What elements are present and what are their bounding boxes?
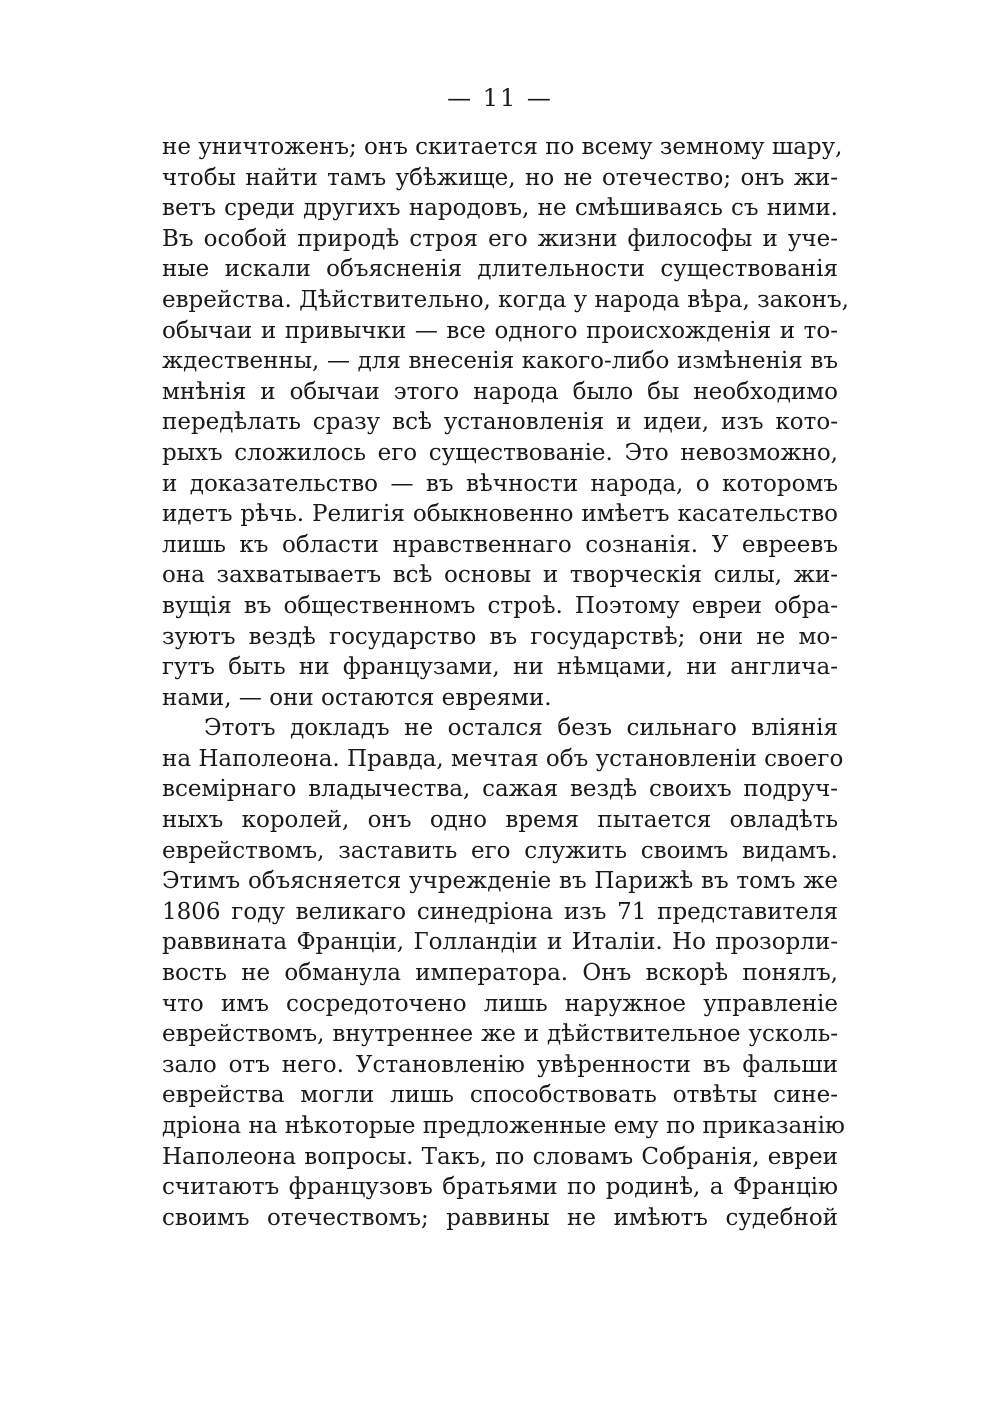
- text-line: Этимъ объясняется учрежденіе въ Парижѣ въ томъ же: [162, 868, 838, 895]
- text-line: гутъ быть ни французами, ни нѣмцами, ни англича-: [162, 654, 838, 681]
- text-line: дріона на нѣкоторые предложенные ему по приказанію: [162, 1113, 845, 1139]
- text-line: всемірнаго владычества, сажая вездѣ своихъ подруч-: [162, 776, 838, 803]
- text-line: зуютъ вездѣ государство въ государствѣ; они не мо-: [162, 623, 838, 650]
- text-line: Наполеона вопросы. Такъ, по словамъ Собранія, евреи: [162, 1143, 838, 1170]
- text-line: мнѣнія и обычаи этого народа было бы необходимо: [162, 378, 838, 405]
- text-line: что имъ сосредоточено лишь наружное управленіе: [162, 990, 838, 1017]
- text-line: ждественны, — для внесенія какого-либо измѣненія въ: [162, 348, 838, 375]
- text-line: еврействомъ, внутреннее же и дѣйствительное усколь-: [162, 1021, 838, 1048]
- text-line: передѣлать сразу всѣ установленія и идеи, изъ кото-: [162, 409, 838, 436]
- text-line: ныхъ королей, онъ одно время пытается овладѣть: [162, 807, 838, 834]
- text-line: идетъ рѣчь. Религія обыкновенно имѣетъ касательство: [162, 501, 838, 528]
- text-line: своимъ отечествомъ; раввины не имѣютъ судебной: [162, 1204, 838, 1231]
- text-line: нами, — они остаются евреями.: [162, 684, 552, 711]
- text-line: обычаи и привычки — все одного происхожденія и то-: [162, 317, 838, 344]
- text-line: еврейства. Дѣйствительно, когда у народа вѣра, законъ,: [162, 286, 849, 313]
- text-line: рыхъ сложилось его существованіе. Это невозможно,: [162, 439, 838, 466]
- text-line: Въ особой природѣ строя его жизни философы и уче-: [162, 225, 838, 252]
- text-line: она захватываетъ всѣ основы и творческія силы, жи-: [162, 562, 838, 589]
- text-line: чтобы найти тамъ убѣжище, но не отечество; онъ жи-: [162, 164, 838, 191]
- text-line: 1806 году великаго синедріона изъ 71 представителя: [162, 898, 838, 925]
- text-line: ные искали объясненія длительности существованія: [162, 256, 838, 283]
- paragraph: [162, 132, 849, 713]
- text-line: еврействомъ, заставить его служить своимъ видамъ.: [162, 837, 838, 864]
- text-line: не уничтоженъ; онъ скитается по всему земному шару,: [162, 134, 843, 160]
- text-line: еврейства могли лишь способствовать отвѣты сине-: [162, 1082, 838, 1109]
- text-line: зало отъ него. Установленію увѣренности въ фальши: [162, 1051, 838, 1078]
- body-text: [162, 132, 849, 1233]
- text-line: вущія въ общественномъ строѣ. Поэтому евреи обра-: [162, 592, 838, 619]
- text-line: раввината Франціи, Голландіи и Италіи. Но прозорли-: [162, 929, 838, 956]
- page-number: — 11 —: [447, 84, 553, 112]
- text-line: на Наполеона. Правда, мечтая объ установленіи своего: [162, 745, 844, 772]
- text-line: Этотъ докладъ не остался безъ сильнаго вліянія: [204, 715, 838, 742]
- text-line: считаютъ французовъ братьями по родинѣ, а Францію: [162, 1174, 838, 1201]
- text-line: ветъ среди другихъ народовъ, не смѣшиваясь съ ними.: [162, 195, 838, 222]
- paragraph: [162, 713, 845, 1233]
- text-line: лишь къ области нравственнаго сознанія. У евреевъ: [162, 531, 838, 558]
- text-line: и доказательство — въ вѣчности народа, о которомъ: [162, 470, 838, 497]
- text-line: вость не обманула императора. Онъ вскорѣ понялъ,: [162, 960, 838, 987]
